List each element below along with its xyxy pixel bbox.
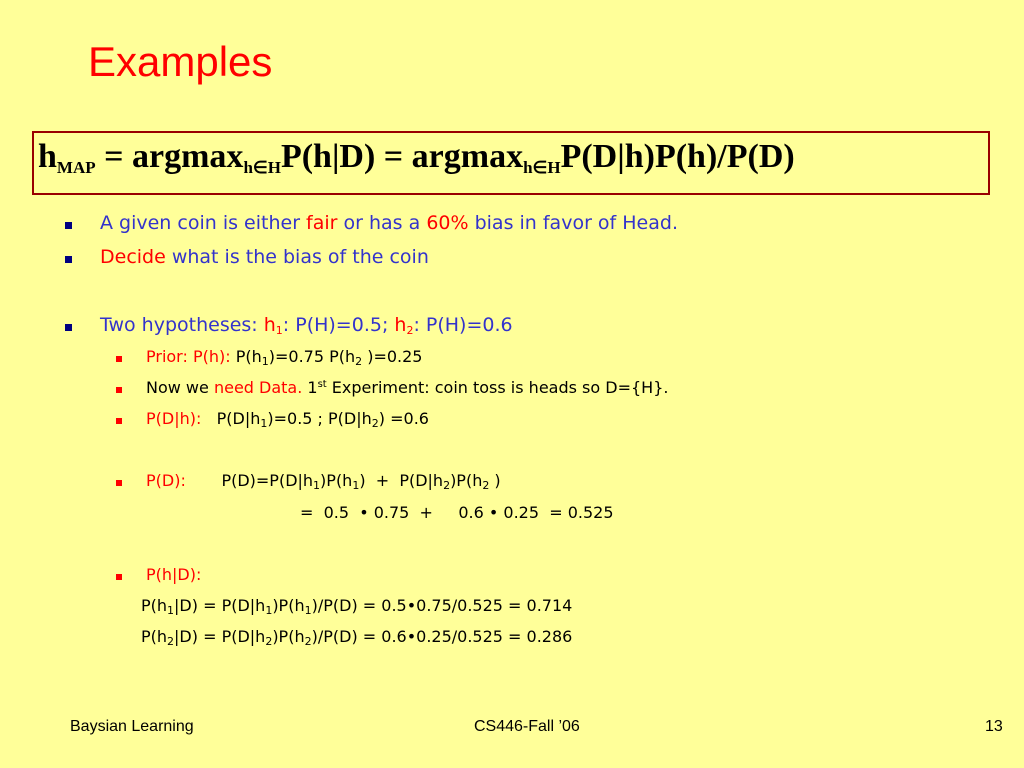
footer-center: CS446-Fall ’06 bbox=[474, 718, 580, 735]
sub-bullet-likelihood: P(D|h): $P(D|h_1)=0.5$ ; $P(D|h_2) =0.6$ bbox=[146, 409, 429, 430]
sub-bullet-data: Now we need Data. 1st Experiment: coin toss is heads so D={H}. bbox=[146, 378, 669, 397]
posterior-h1: $P(h_1|D) = P(D|h_1)P(h_1)/P(D)$ = 0.5•0.75/0.525 = 0.714 bbox=[141, 596, 573, 617]
slide-title: Examples bbox=[88, 38, 273, 85]
sub-bullet-marker bbox=[116, 480, 122, 486]
sub-bullet-marker bbox=[116, 387, 122, 393]
bullet-coin: A given coin is either fair or has a 60% bias in favor of Head. bbox=[100, 212, 678, 234]
evidence-calculation: = 0.5 • 0.75 + 0.6 • 0.25 = 0.525 bbox=[300, 503, 614, 522]
sub-bullet-marker bbox=[116, 574, 122, 580]
slide-number: 13 bbox=[985, 718, 1003, 735]
bullet-marker bbox=[65, 256, 72, 263]
sub-bullet-posterior: P(h|D): bbox=[146, 565, 202, 584]
map-formula: $h_{MAP} = argmax_{h\in H}P(h|D) = argmax_{h\in H}P(D|h)P(h)/P(D)$ bbox=[38, 138, 795, 177]
posterior-h2: $P(h_2|D) = P(D|h_2)P(h_2)/P(D)$ = 0.6•0.25/0.525 = 0.286 bbox=[141, 627, 573, 648]
sub-bullet-evidence: P(D): $P(D)=P(D|h_1)P(h_1) + P(D|h_2)P(h_2$ ) bbox=[146, 471, 501, 492]
footer-left: Baysian Learning bbox=[70, 718, 194, 735]
bullet-marker bbox=[65, 222, 72, 229]
bullet-decide: Decide what is the bias of the coin bbox=[100, 246, 429, 268]
sub-bullet-prior: Prior: P(h): $P(h_1)=0.75$ $P(h_2$ )=0.25 bbox=[146, 347, 423, 368]
bullet-marker bbox=[65, 324, 72, 331]
sub-bullet-marker bbox=[116, 356, 122, 362]
sub-bullet-marker bbox=[116, 418, 122, 424]
bullet-hypotheses: Two hypotheses: $h_1$: P(H)=0.5; $h_2$: P(H)=0.6 bbox=[100, 314, 513, 337]
